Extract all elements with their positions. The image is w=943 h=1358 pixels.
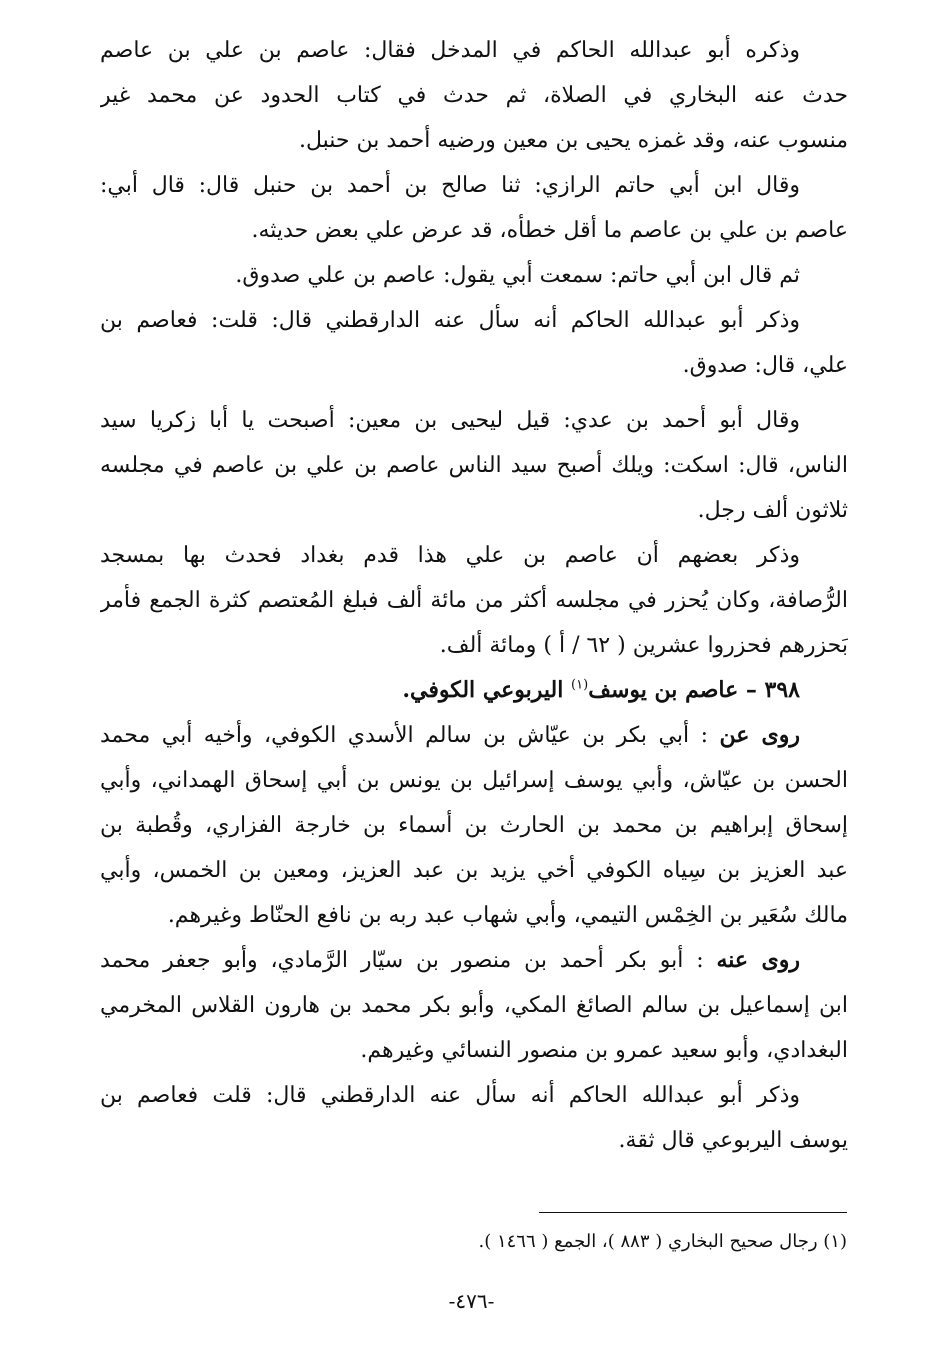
text-line: مالك سُعَير بن الخِمْس التيمي، وأبي شهاب عبد ربه بن نافع الحنّاط وغيرهم.	[167, 903, 848, 928]
text-line: بَحزرهم فحزروا عشرين ( ٦٢ / أ ) ومائة ألف.	[439, 633, 848, 658]
text-line: ثلاثون ألف رجل.	[697, 498, 848, 523]
text-line: وذكر بعضهم أن عاصم بن علي هذا قدم بغداد فحدث بها بمسجد	[100, 543, 800, 568]
narrated-from-label: روى عن	[719, 722, 800, 748]
text-line: عاصم بن علي بن عاصم ما أقل خطأه، قد عرض علي بعض حديثه.	[251, 218, 848, 243]
footnote-divider	[539, 1212, 847, 1213]
text-line: ثم قال ابن أبي حاتم: سمعت أبي يقول: عاصم بن علي صدوق.	[235, 263, 800, 288]
page-number: -٤٧٦-	[448, 1289, 495, 1313]
footnote: (١) رجال صحيح البخاري ( ٨٨٣ )، الجمع ( ١٤٦٦ ).	[478, 1231, 847, 1252]
text-line: ابن إسماعيل بن سالم الصائغ المكي، وأبو بكر محمد بن هارون القلاس المخرمي	[100, 993, 848, 1018]
text-line: إسحاق إبراهيم بن محمد بن الحارث بن أسماء بن خارجة الفزاري، وقُطبة بن	[100, 813, 848, 838]
narrated-from-line	[100, 713, 848, 758]
entry-heading-nisba: اليربوعي الكوفي.	[402, 677, 572, 703]
text-line: علي، قال: صدوق.	[682, 353, 848, 378]
text-line: وقال ابن أبي حاتم الرازي: ثنا صالح بن أحمد بن حنبل قال: قال أبي:	[100, 173, 800, 198]
text-line: البغدادي، وأبو سعيد عمرو بن منصور النسائي وغيرهم.	[360, 1038, 848, 1063]
text-line: وذكر أبو عبدالله الحاكم أنه سأل عنه الدارقطني قال: قلت: فعاصم بن	[100, 308, 800, 333]
text-line: وقال أبو أحمد بن عدي: قيل ليحيى بن معين: أصبحت يا أبا زكريا سيد	[100, 408, 800, 433]
text-line: وذكر أبو عبدالله الحاكم أنه سأل عنه الدارقطني قال: قلت فعاصم بن	[100, 1083, 800, 1108]
text-line: يوسف اليربوعي قال ثقة.	[618, 1128, 848, 1153]
footnote-marker: (١)	[571, 677, 589, 693]
narrated-from-text: : أبي بكر بن عيّاش بن سالم الأسدي الكوفي، وأخيه أبي محمد	[100, 723, 720, 748]
text-line: الحسن بن عيّاش، وأبي يوسف إسرائيل بن يونس بن أبي إسحاق الهمداني، وأبي	[100, 768, 848, 793]
entry-heading-name: ٣٩٨ – عاصم بن يوسف	[588, 677, 800, 703]
narrated-by-label: روى عنه	[716, 947, 801, 973]
text-line: حدث عنه البخاري في الصلاة، ثم حدث في كتاب الحدود عن محمد غير	[100, 83, 848, 108]
text-line: منسوب عنه، وقد غمزه يحيى بن معين ورضيه أحمد بن حنبل.	[299, 128, 848, 153]
text-line: وذكره أبو عبدالله الحاكم في المدخل فقال: عاصم بن علي بن عاصم	[100, 38, 800, 63]
text-line: الناس، قال: اسكت: ويلك أصبح سيد الناس عاصم بن علي بن عاصم في مجلسه	[100, 453, 848, 478]
narrated-by-line	[100, 938, 848, 983]
page-text-block	[100, 28, 848, 1163]
text-line: عبد العزيز بن سِياه الكوفي أخي يزيد بن عبد العزيز، ومعين بن الخمس، وأبي	[100, 858, 848, 883]
text-line: الرُّصافة، وكان يُحزر في مجلسه أكثر من مائة ألف فبلغ المُعتصم كثرة الجمع فأمر	[100, 588, 848, 613]
entry-heading	[100, 668, 848, 713]
narrated-by-text: : أبو بكر أحمد بن منصور بن سيّار الرَّمادي، وأبو جعفر محمد	[100, 948, 717, 973]
